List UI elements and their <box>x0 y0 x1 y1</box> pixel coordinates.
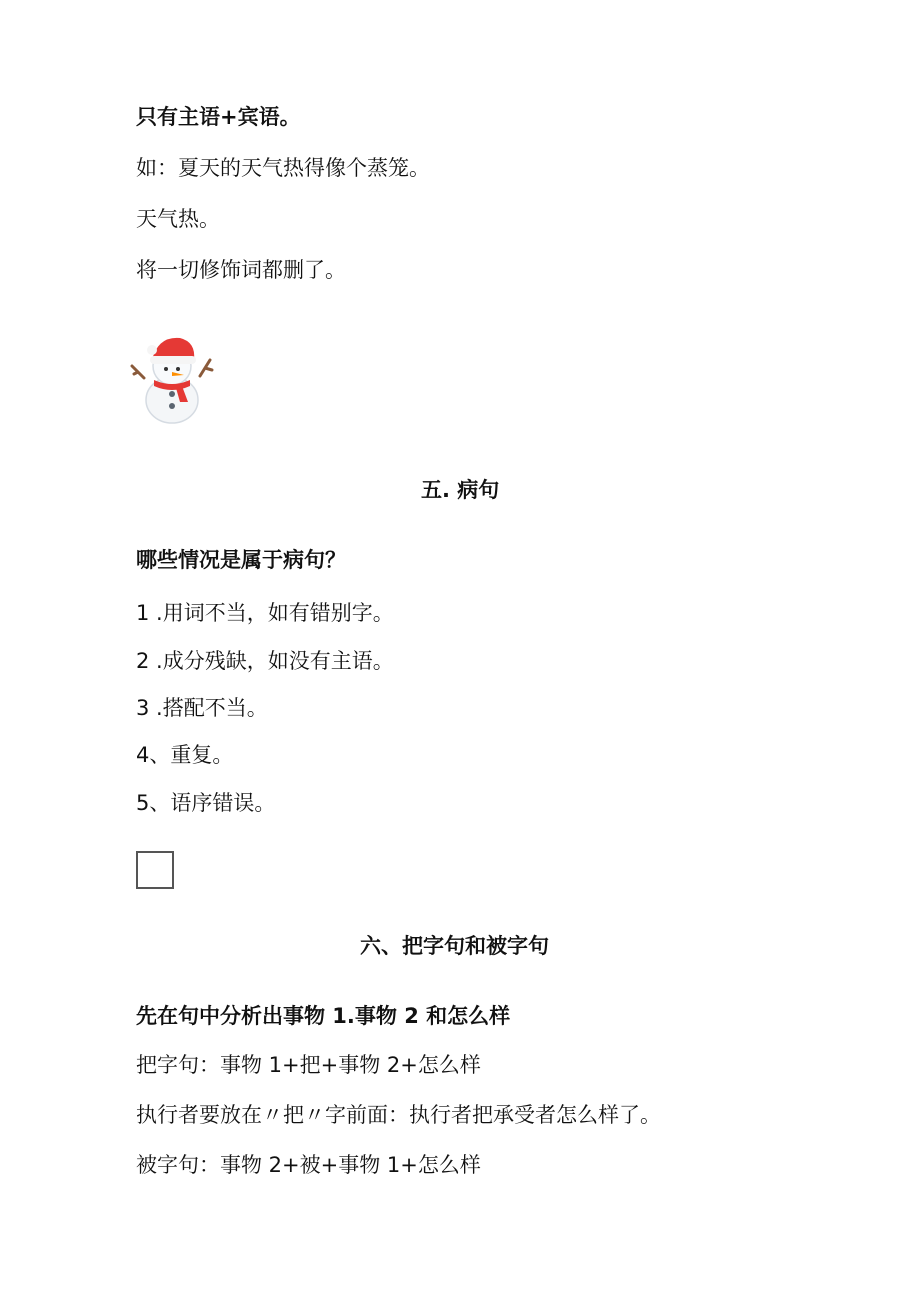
list-item: 5、语序错误。 <box>136 791 276 815</box>
section-title-ba-bei: 六、把字句和被字句 <box>360 934 549 958</box>
snowman-image <box>130 330 214 425</box>
list-item: 4、重复。 <box>136 743 234 767</box>
list-item: 1 .用词不当，如有错别字。 <box>136 601 394 625</box>
executor-rule: 执行者要放在〃把〃字前面：执行者把承受者怎么样了。 <box>136 1103 661 1127</box>
simplified-sentence: 天气热。 <box>136 207 220 231</box>
instruction-text: 将一切修饰词都删了。 <box>136 258 346 282</box>
example-sentence: 如：夏天的天气热得像个蒸笼。 <box>136 156 430 180</box>
list-item: 3 .搭配不当。 <box>136 696 268 720</box>
section-question: 哪些情况是属于病句？ <box>136 548 346 572</box>
list-item: 2 .成分残缺，如没有主语。 <box>136 649 394 673</box>
bei-sentence-rule: 被字句：事物 2+被+事物 1+怎么样 <box>136 1153 481 1177</box>
summary-heading: 只有主语+宾语。 <box>136 105 301 129</box>
checkbox[interactable] <box>136 851 174 889</box>
section-intro: 先在句中分析出事物 1.事物 2 和怎么样 <box>136 1004 511 1028</box>
section-title-bingju: 五. 病句 <box>421 478 500 502</box>
ba-sentence-rule: 把字句：事物 1+把+事物 2+怎么样 <box>136 1053 481 1077</box>
